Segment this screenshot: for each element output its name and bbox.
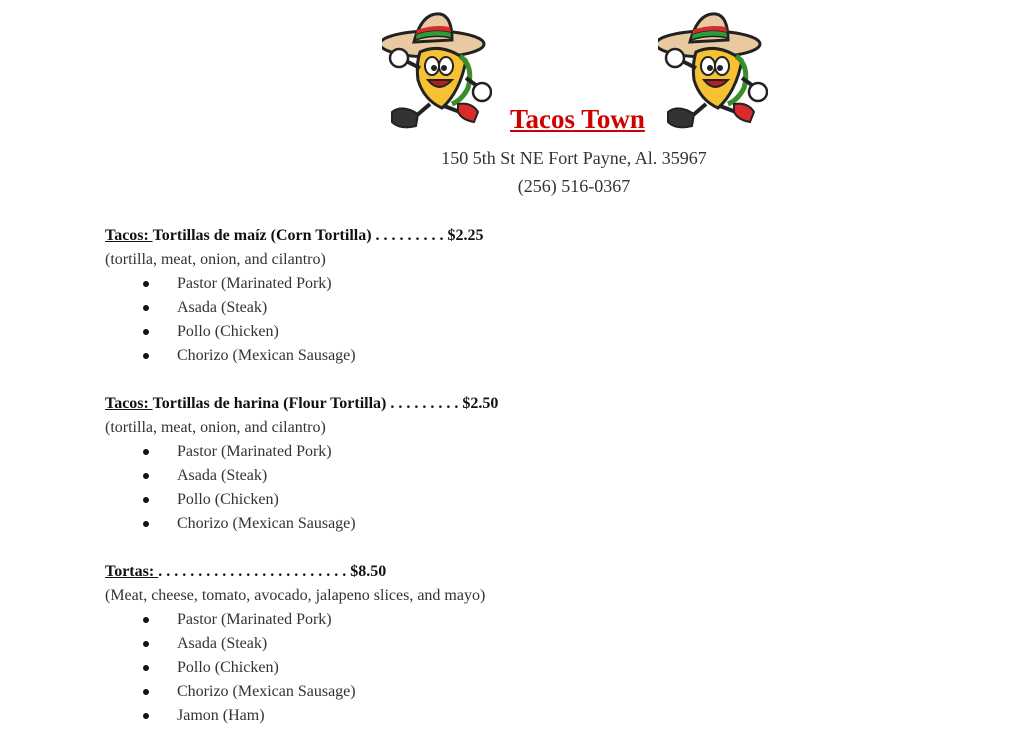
filling-item: Chorizo (Mexican Sausage) [105,344,865,368]
menu-category: Tacos: [105,395,153,412]
filling-item: Asada (Steak) [105,464,865,488]
menu-item-name: Tortillas de harina (Flour Tortilla) . . . . . . . . . [152,395,463,412]
taco-mascot-drawing [658,14,767,127]
filling-item: Asada (Steak) [105,296,865,320]
restaurant-address: 150 5th St NE Fort Payne, Al. 35967 [441,148,707,168]
filling-list [105,440,865,536]
filling-item: Jamon (Ham) [105,704,865,728]
menu-category: Tacos: [105,227,153,244]
restaurant-title: Tacos Town [510,104,645,134]
menu-price: $2.25 [447,227,484,244]
filling-item: Pollo (Chicken) [105,320,865,344]
menu-description: (tortilla, meat, onion, and cilantro) [105,419,326,436]
menu-description: (tortilla, meat, onion, and cilantro) [105,251,326,268]
filling-item: Pastor (Marinated Pork) [105,272,865,296]
filling-item: Chorizo (Mexican Sausage) [105,512,865,536]
menu-section-corn-tacos [105,224,865,368]
menu-category: Tortas: [105,563,159,580]
menu-item-name: Tortillas de maíz (Corn Tortilla) . . . . . . . . . [152,227,448,244]
menu-price: $8.50 [350,563,387,580]
menu-section-flour-tacos [105,392,865,536]
restaurant-phone: (256) 516-0367 [517,176,631,196]
filling-item: Pollo (Chicken) [105,488,865,512]
filling-item: Pastor (Marinated Pork) [105,440,865,464]
filling-list [105,272,865,368]
menu-list [105,224,865,752]
filling-item: Asada (Steak) [105,632,865,656]
filling-item: Chorizo (Mexican Sausage) [105,680,865,704]
menu-section-heading [105,392,865,416]
menu-section-heading [105,560,865,584]
taco-mascot-drawing [382,14,491,127]
menu-price: $2.50 [462,395,499,412]
filling-list [105,608,865,728]
filling-item: Pollo (Chicken) [105,656,865,680]
taco-mascot-icon [382,8,492,132]
menu-description: (Meat, cheese, tomato, avocado, jalapeno slices, and mayo) [105,587,486,604]
menu-section-tortas [105,560,865,728]
taco-mascot-icon [658,8,768,132]
menu-section-heading [105,224,865,248]
filling-item: Pastor (Marinated Pork) [105,608,865,632]
menu-item-name: . . . . . . . . . . . . . . . . . . . . . . . . [158,563,351,580]
